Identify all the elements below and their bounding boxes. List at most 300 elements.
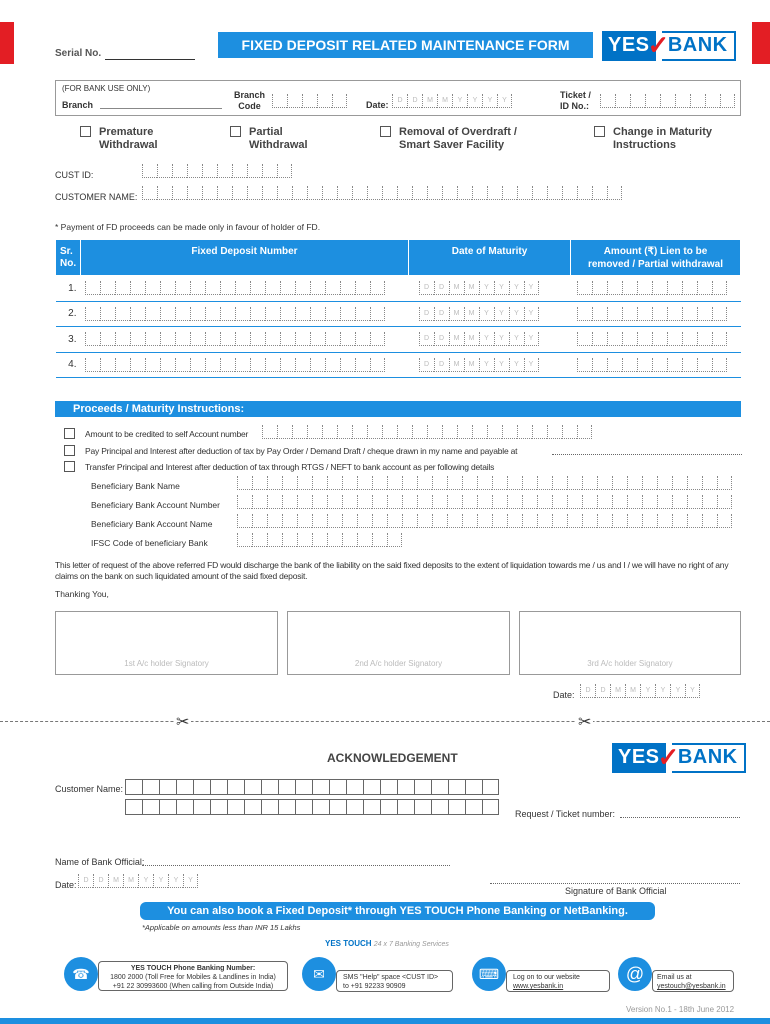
rtgs-checkbox[interactable] bbox=[64, 461, 75, 472]
entry-box[interactable]: M bbox=[449, 332, 464, 346]
entry-box[interactable] bbox=[145, 332, 160, 346]
entry-box[interactable] bbox=[448, 779, 465, 795]
entry-box[interactable] bbox=[327, 495, 342, 509]
entry-box[interactable]: Y bbox=[494, 332, 509, 346]
entry-box[interactable]: Y bbox=[153, 874, 168, 888]
entry-box[interactable] bbox=[237, 514, 252, 528]
entry-box[interactable] bbox=[607, 186, 622, 200]
entry-box[interactable] bbox=[522, 514, 537, 528]
entry-box[interactable] bbox=[363, 799, 380, 815]
entry-box[interactable] bbox=[363, 779, 380, 795]
option-self-account[interactable] bbox=[64, 428, 248, 439]
entry-box[interactable] bbox=[327, 533, 342, 547]
entry-box[interactable] bbox=[277, 186, 292, 200]
entry-box[interactable] bbox=[402, 514, 417, 528]
entry-box[interactable]: M bbox=[449, 281, 464, 295]
entry-box[interactable] bbox=[327, 514, 342, 528]
entry-box[interactable]: Y bbox=[524, 307, 539, 321]
entry-box[interactable] bbox=[522, 476, 537, 490]
entry-box[interactable] bbox=[637, 332, 652, 346]
entry-box[interactable]: Y bbox=[494, 358, 509, 372]
entry-box[interactable] bbox=[370, 281, 385, 295]
entry-box[interactable] bbox=[612, 514, 627, 528]
entry-box[interactable] bbox=[657, 514, 672, 528]
entry-box[interactable] bbox=[667, 307, 682, 321]
entry-box[interactable] bbox=[622, 307, 637, 321]
entry-box[interactable]: Y bbox=[509, 358, 524, 372]
ack-customer-name-row1[interactable] bbox=[125, 779, 499, 795]
entry-box[interactable] bbox=[702, 514, 717, 528]
entry-box[interactable] bbox=[352, 186, 367, 200]
entry-box[interactable] bbox=[115, 281, 130, 295]
entry-box[interactable] bbox=[637, 281, 652, 295]
branch-code-boxes[interactable] bbox=[272, 94, 347, 108]
entry-box[interactable] bbox=[592, 281, 607, 295]
entry-box[interactable] bbox=[432, 495, 447, 509]
entry-box[interactable] bbox=[482, 799, 499, 815]
maturity-date-cell[interactable] bbox=[409, 301, 571, 327]
entry-box[interactable] bbox=[465, 799, 482, 815]
entry-box[interactable] bbox=[397, 186, 412, 200]
entry-box[interactable] bbox=[537, 495, 552, 509]
entry-box[interactable]: Y bbox=[183, 874, 198, 888]
entry-box[interactable] bbox=[372, 514, 387, 528]
partial-checkbox[interactable] bbox=[230, 126, 241, 137]
entry-box[interactable] bbox=[697, 358, 712, 372]
entry-box[interactable] bbox=[325, 307, 340, 321]
entry-box[interactable] bbox=[492, 476, 507, 490]
beneficiary-account-number-boxes[interactable] bbox=[237, 495, 732, 509]
entry-box[interactable] bbox=[672, 476, 687, 490]
entry-box[interactable] bbox=[250, 281, 265, 295]
entry-box[interactable] bbox=[552, 476, 567, 490]
amount-cell[interactable] bbox=[571, 352, 741, 378]
entry-box[interactable]: Y bbox=[524, 332, 539, 346]
entry-box[interactable] bbox=[507, 495, 522, 509]
entry-box[interactable] bbox=[652, 332, 667, 346]
entry-box[interactable] bbox=[672, 514, 687, 528]
entry-box[interactable] bbox=[310, 307, 325, 321]
entry-box[interactable]: M bbox=[437, 94, 452, 108]
entry-box[interactable] bbox=[100, 307, 115, 321]
customer-name-boxes[interactable] bbox=[142, 186, 622, 200]
entry-box[interactable] bbox=[227, 799, 244, 815]
entry-box[interactable] bbox=[622, 332, 637, 346]
amount-cell[interactable] bbox=[571, 276, 741, 302]
entry-box[interactable] bbox=[657, 476, 672, 490]
entry-box[interactable]: Y bbox=[640, 684, 655, 698]
entry-box[interactable]: D bbox=[407, 94, 422, 108]
entry-box[interactable] bbox=[85, 281, 100, 295]
entry-box[interactable] bbox=[220, 332, 235, 346]
pay-order-checkbox[interactable] bbox=[64, 445, 75, 456]
entry-box[interactable]: D bbox=[93, 874, 108, 888]
entry-box[interactable] bbox=[278, 779, 295, 795]
entry-box[interactable] bbox=[190, 307, 205, 321]
entry-box[interactable]: Y bbox=[452, 94, 467, 108]
entry-box[interactable] bbox=[387, 533, 402, 547]
entry-box[interactable]: M bbox=[108, 874, 123, 888]
entry-box[interactable] bbox=[282, 476, 297, 490]
entry-box[interactable] bbox=[432, 476, 447, 490]
entry-box[interactable]: D bbox=[434, 358, 449, 372]
sig-date-boxes[interactable] bbox=[580, 684, 700, 698]
entry-box[interactable] bbox=[702, 495, 717, 509]
entry-box[interactable] bbox=[159, 779, 176, 795]
entry-box[interactable]: D bbox=[595, 684, 610, 698]
entry-box[interactable] bbox=[142, 186, 157, 200]
entry-box[interactable] bbox=[447, 495, 462, 509]
request-type-maturity[interactable] bbox=[594, 126, 712, 152]
entry-box[interactable]: M bbox=[123, 874, 138, 888]
entry-box[interactable] bbox=[237, 476, 252, 490]
entry-box[interactable] bbox=[682, 332, 697, 346]
entry-box[interactable] bbox=[537, 514, 552, 528]
entry-box[interactable] bbox=[592, 358, 607, 372]
fd-number-cell[interactable] bbox=[81, 352, 409, 378]
entry-box[interactable] bbox=[380, 779, 397, 795]
entry-box[interactable] bbox=[85, 332, 100, 346]
entry-box[interactable]: D bbox=[434, 332, 449, 346]
entry-box[interactable] bbox=[607, 307, 622, 321]
entry-box[interactable] bbox=[492, 514, 507, 528]
entry-box[interactable] bbox=[329, 779, 346, 795]
entry-box[interactable] bbox=[297, 476, 312, 490]
entry-box[interactable] bbox=[85, 358, 100, 372]
entry-box[interactable] bbox=[577, 307, 592, 321]
entry-box[interactable] bbox=[417, 476, 432, 490]
entry-box[interactable] bbox=[267, 476, 282, 490]
entry-box[interactable] bbox=[402, 495, 417, 509]
entry-box[interactable]: Y bbox=[168, 874, 183, 888]
entry-box[interactable] bbox=[342, 476, 357, 490]
entry-box[interactable] bbox=[477, 476, 492, 490]
self-account-boxes[interactable] bbox=[262, 425, 592, 439]
entry-box[interactable] bbox=[237, 495, 252, 509]
entry-box[interactable] bbox=[357, 533, 372, 547]
entry-box[interactable] bbox=[357, 476, 372, 490]
entry-box[interactable] bbox=[312, 799, 329, 815]
entry-box[interactable] bbox=[280, 307, 295, 321]
entry-box[interactable] bbox=[176, 779, 193, 795]
entry-box[interactable] bbox=[210, 779, 227, 795]
entry-box[interactable] bbox=[292, 186, 307, 200]
entry-box[interactable]: M bbox=[625, 684, 640, 698]
entry-box[interactable] bbox=[312, 533, 327, 547]
entry-box[interactable] bbox=[597, 495, 612, 509]
entry-box[interactable] bbox=[687, 514, 702, 528]
entry-box[interactable] bbox=[637, 307, 652, 321]
entry-box[interactable] bbox=[247, 186, 262, 200]
entry-box[interactable] bbox=[295, 358, 310, 372]
entry-box[interactable] bbox=[340, 281, 355, 295]
ack-customer-name-row2[interactable] bbox=[125, 799, 499, 815]
entry-box[interactable] bbox=[582, 495, 597, 509]
entry-box[interactable]: D bbox=[419, 358, 434, 372]
entry-box[interactable] bbox=[462, 476, 477, 490]
entry-box[interactable] bbox=[190, 281, 205, 295]
entry-box[interactable] bbox=[252, 533, 267, 547]
entry-box[interactable] bbox=[100, 358, 115, 372]
entry-box[interactable] bbox=[672, 495, 687, 509]
entry-box[interactable] bbox=[160, 281, 175, 295]
entry-box[interactable] bbox=[265, 307, 280, 321]
entry-box[interactable] bbox=[115, 358, 130, 372]
ack-official-field[interactable] bbox=[142, 865, 450, 866]
entry-box[interactable] bbox=[142, 779, 159, 795]
amount-cell[interactable] bbox=[571, 301, 741, 327]
entry-box[interactable] bbox=[357, 495, 372, 509]
entry-box[interactable]: D bbox=[419, 307, 434, 321]
entry-box[interactable] bbox=[642, 514, 657, 528]
entry-box[interactable] bbox=[417, 495, 432, 509]
entry-box[interactable] bbox=[697, 332, 712, 346]
entry-box[interactable] bbox=[457, 186, 472, 200]
entry-box[interactable] bbox=[282, 495, 297, 509]
entry-box[interactable] bbox=[397, 799, 414, 815]
entry-box[interactable] bbox=[205, 281, 220, 295]
entry-box[interactable] bbox=[577, 186, 592, 200]
entry-box[interactable] bbox=[312, 495, 327, 509]
entry-box[interactable]: Y bbox=[509, 332, 524, 346]
entry-box[interactable] bbox=[402, 476, 417, 490]
entry-box[interactable] bbox=[577, 358, 592, 372]
entry-box[interactable] bbox=[340, 307, 355, 321]
entry-box[interactable] bbox=[329, 799, 346, 815]
entry-box[interactable] bbox=[712, 358, 727, 372]
entry-box[interactable] bbox=[100, 281, 115, 295]
entry-box[interactable] bbox=[145, 281, 160, 295]
entry-box[interactable]: Y bbox=[479, 281, 494, 295]
entry-box[interactable] bbox=[250, 332, 265, 346]
entry-box[interactable] bbox=[142, 799, 159, 815]
entry-box[interactable] bbox=[667, 332, 682, 346]
entry-box[interactable] bbox=[250, 358, 265, 372]
option-rtgs[interactable] bbox=[64, 461, 494, 472]
entry-box[interactable] bbox=[172, 186, 187, 200]
entry-box[interactable] bbox=[312, 779, 329, 795]
entry-box[interactable] bbox=[282, 533, 297, 547]
entry-box[interactable] bbox=[367, 186, 382, 200]
entry-box[interactable] bbox=[682, 307, 697, 321]
entry-box[interactable] bbox=[190, 332, 205, 346]
entry-box[interactable] bbox=[280, 281, 295, 295]
entry-box[interactable]: Y bbox=[524, 281, 539, 295]
maturity-checkbox[interactable] bbox=[594, 126, 605, 137]
entry-box[interactable] bbox=[712, 281, 727, 295]
entry-box[interactable]: D bbox=[419, 281, 434, 295]
entry-box[interactable] bbox=[472, 186, 487, 200]
entry-box[interactable] bbox=[217, 186, 232, 200]
entry-box[interactable]: Y bbox=[670, 684, 685, 698]
entry-box[interactable] bbox=[252, 495, 267, 509]
entry-box[interactable] bbox=[652, 358, 667, 372]
entry-box[interactable]: Y bbox=[479, 307, 494, 321]
entry-box[interactable]: M bbox=[464, 281, 479, 295]
entry-box[interactable] bbox=[702, 476, 717, 490]
entry-box[interactable] bbox=[687, 476, 702, 490]
entry-box[interactable]: M bbox=[610, 684, 625, 698]
entry-box[interactable] bbox=[355, 307, 370, 321]
entry-box[interactable] bbox=[387, 495, 402, 509]
entry-box[interactable] bbox=[507, 476, 522, 490]
premature-checkbox[interactable] bbox=[80, 126, 91, 137]
entry-box[interactable] bbox=[220, 307, 235, 321]
entry-box[interactable] bbox=[370, 307, 385, 321]
entry-box[interactable] bbox=[232, 186, 247, 200]
entry-box[interactable]: M bbox=[449, 358, 464, 372]
entry-box[interactable] bbox=[265, 332, 280, 346]
entry-box[interactable] bbox=[312, 514, 327, 528]
request-type-partial[interactable] bbox=[230, 126, 308, 152]
entry-box[interactable] bbox=[465, 779, 482, 795]
web-link[interactable]: www.yesbank.in bbox=[513, 983, 564, 991]
entry-box[interactable]: Y bbox=[479, 332, 494, 346]
entry-box[interactable] bbox=[355, 332, 370, 346]
entry-box[interactable] bbox=[227, 779, 244, 795]
entry-box[interactable] bbox=[175, 281, 190, 295]
entry-box[interactable] bbox=[547, 186, 562, 200]
entry-box[interactable] bbox=[125, 779, 142, 795]
entry-box[interactable] bbox=[193, 799, 210, 815]
entry-box[interactable] bbox=[261, 799, 278, 815]
entry-box[interactable] bbox=[642, 495, 657, 509]
entry-box[interactable]: Y bbox=[482, 94, 497, 108]
entry-box[interactable] bbox=[592, 307, 607, 321]
entry-box[interactable] bbox=[322, 186, 337, 200]
entry-box[interactable] bbox=[431, 779, 448, 795]
entry-box[interactable] bbox=[342, 495, 357, 509]
entry-box[interactable] bbox=[697, 307, 712, 321]
entry-box[interactable] bbox=[85, 307, 100, 321]
entry-box[interactable]: Y bbox=[494, 307, 509, 321]
entry-box[interactable] bbox=[130, 307, 145, 321]
entry-box[interactable] bbox=[532, 186, 547, 200]
request-type-overdraft[interactable] bbox=[380, 126, 517, 152]
entry-box[interactable] bbox=[145, 358, 160, 372]
entry-box[interactable] bbox=[427, 186, 442, 200]
entry-box[interactable] bbox=[205, 332, 220, 346]
entry-box[interactable] bbox=[372, 495, 387, 509]
entry-box[interactable]: Y bbox=[138, 874, 153, 888]
entry-box[interactable] bbox=[502, 186, 517, 200]
cust-id-boxes[interactable] bbox=[142, 164, 292, 178]
entry-box[interactable] bbox=[577, 332, 592, 346]
entry-box[interactable] bbox=[657, 495, 672, 509]
entry-box[interactable] bbox=[295, 281, 310, 295]
entry-box[interactable] bbox=[477, 495, 492, 509]
entry-box[interactable] bbox=[442, 186, 457, 200]
ack-signature-line[interactable] bbox=[490, 883, 740, 884]
beneficiary-name-boxes[interactable] bbox=[237, 476, 732, 490]
entry-box[interactable] bbox=[346, 779, 363, 795]
ack-date-boxes[interactable] bbox=[78, 874, 198, 888]
entry-box[interactable] bbox=[552, 514, 567, 528]
ifsc-boxes[interactable] bbox=[237, 533, 402, 547]
entry-box[interactable]: Y bbox=[479, 358, 494, 372]
entry-box[interactable] bbox=[627, 476, 642, 490]
entry-box[interactable] bbox=[295, 332, 310, 346]
entry-box[interactable] bbox=[252, 476, 267, 490]
entry-box[interactable]: Y bbox=[494, 281, 509, 295]
fd-number-cell[interactable] bbox=[81, 276, 409, 302]
option-pay-order[interactable] bbox=[64, 445, 517, 456]
entry-box[interactable] bbox=[652, 307, 667, 321]
serial-number-field[interactable] bbox=[105, 48, 195, 60]
entry-box[interactable] bbox=[697, 281, 712, 295]
entry-box[interactable] bbox=[517, 186, 532, 200]
entry-box[interactable] bbox=[250, 307, 265, 321]
entry-box[interactable] bbox=[160, 332, 175, 346]
entry-box[interactable] bbox=[160, 307, 175, 321]
entry-box[interactable] bbox=[202, 186, 217, 200]
entry-box[interactable] bbox=[462, 495, 477, 509]
entry-box[interactable] bbox=[432, 514, 447, 528]
entry-box[interactable] bbox=[612, 495, 627, 509]
entry-box[interactable]: Y bbox=[685, 684, 700, 698]
entry-box[interactable] bbox=[130, 281, 145, 295]
entry-box[interactable] bbox=[205, 307, 220, 321]
entry-box[interactable] bbox=[592, 186, 607, 200]
entry-box[interactable]: Y bbox=[655, 684, 670, 698]
entry-box[interactable]: D bbox=[434, 307, 449, 321]
entry-box[interactable] bbox=[582, 476, 597, 490]
entry-box[interactable]: M bbox=[422, 94, 437, 108]
entry-box[interactable] bbox=[235, 332, 250, 346]
entry-box[interactable] bbox=[642, 476, 657, 490]
entry-box[interactable] bbox=[295, 307, 310, 321]
entry-box[interactable] bbox=[370, 358, 385, 372]
entry-box[interactable] bbox=[176, 799, 193, 815]
entry-box[interactable] bbox=[325, 358, 340, 372]
entry-box[interactable] bbox=[342, 514, 357, 528]
entry-box[interactable] bbox=[190, 358, 205, 372]
fd-number-cell[interactable] bbox=[81, 327, 409, 353]
fd-number-cell[interactable] bbox=[81, 301, 409, 327]
entry-box[interactable] bbox=[357, 514, 372, 528]
entry-box[interactable] bbox=[157, 186, 172, 200]
entry-box[interactable] bbox=[477, 514, 492, 528]
entry-box[interactable] bbox=[340, 358, 355, 372]
entry-box[interactable] bbox=[125, 799, 142, 815]
entry-box[interactable]: D bbox=[419, 332, 434, 346]
entry-box[interactable] bbox=[592, 332, 607, 346]
entry-box[interactable] bbox=[235, 358, 250, 372]
entry-box[interactable] bbox=[380, 799, 397, 815]
entry-box[interactable]: Y bbox=[509, 307, 524, 321]
entry-box[interactable] bbox=[205, 358, 220, 372]
entry-box[interactable] bbox=[652, 281, 667, 295]
entry-box[interactable] bbox=[355, 281, 370, 295]
entry-box[interactable] bbox=[297, 533, 312, 547]
entry-box[interactable] bbox=[355, 358, 370, 372]
entry-box[interactable] bbox=[462, 514, 477, 528]
entry-box[interactable] bbox=[607, 358, 622, 372]
entry-box[interactable] bbox=[340, 332, 355, 346]
entry-box[interactable] bbox=[414, 799, 431, 815]
entry-box[interactable] bbox=[346, 799, 363, 815]
entry-box[interactable] bbox=[537, 476, 552, 490]
entry-box[interactable] bbox=[492, 495, 507, 509]
entry-box[interactable] bbox=[562, 186, 577, 200]
entry-box[interactable] bbox=[577, 281, 592, 295]
entry-box[interactable] bbox=[397, 779, 414, 795]
maturity-date-cell[interactable] bbox=[409, 352, 571, 378]
entry-box[interactable] bbox=[325, 281, 340, 295]
entry-box[interactable] bbox=[447, 514, 462, 528]
entry-box[interactable]: Y bbox=[467, 94, 482, 108]
entry-box[interactable] bbox=[522, 495, 537, 509]
